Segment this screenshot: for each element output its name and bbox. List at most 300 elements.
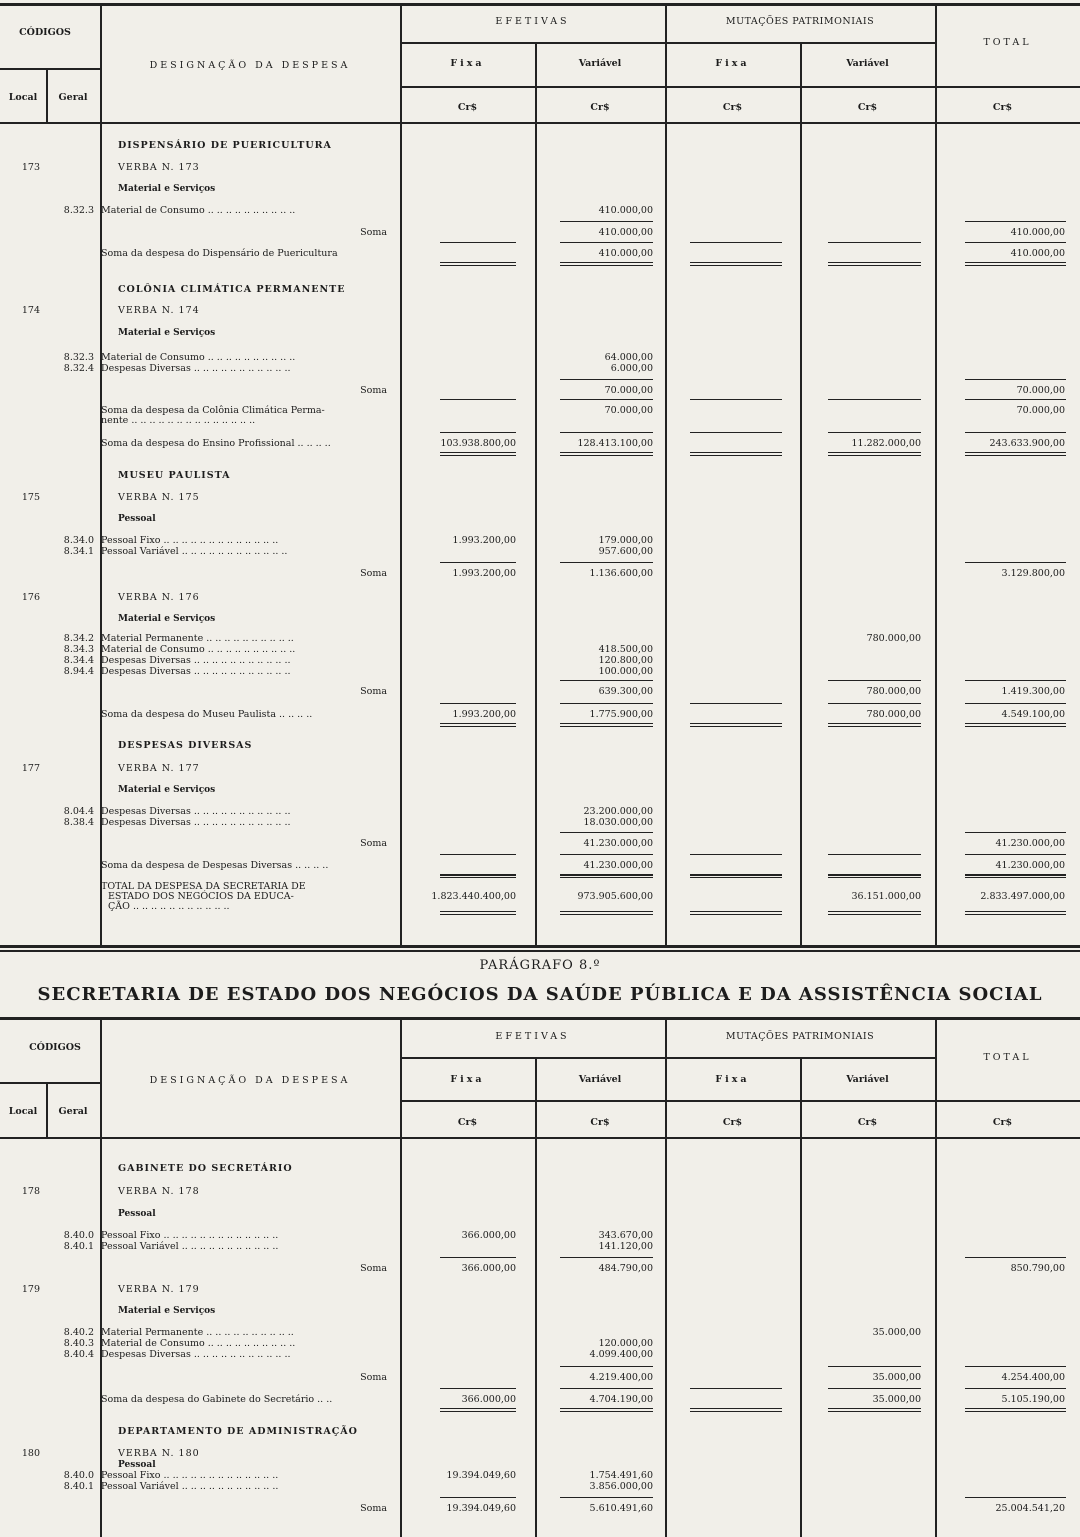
verba-label: VERBA N. 173 bbox=[118, 162, 200, 173]
sum-rule bbox=[965, 680, 1066, 681]
table-row bbox=[0, 817, 1080, 829]
header-cr-5: Cr$ bbox=[992, 102, 1013, 113]
table-row bbox=[0, 305, 1080, 317]
description: Material de Consumo .. .. .. .. .. .. .. .. .. .. bbox=[101, 205, 296, 216]
description: Despesas Diversas .. .. .. .. .. .. .. .. .. .. .. bbox=[101, 655, 291, 666]
sum-rule bbox=[965, 1408, 1066, 1409]
local-code: 176 bbox=[21, 592, 40, 603]
sum-rule bbox=[965, 703, 1066, 704]
sum-rule bbox=[560, 452, 653, 453]
amount-ev: 4.704.190,00 bbox=[589, 1394, 653, 1405]
table-row bbox=[0, 205, 1080, 217]
amount-ev: 4.219.400,00 bbox=[589, 1372, 653, 1383]
amount-ef: 19.394.049,60 bbox=[446, 1503, 516, 1514]
amount-tot: 3.129.800,00 bbox=[1001, 568, 1065, 579]
header2-ef-fixa: Fixa bbox=[450, 1074, 485, 1085]
soma-label: Soma bbox=[360, 385, 387, 396]
geral-code: 8.34.2 bbox=[63, 633, 94, 644]
amount-ev: 41.230.000,00 bbox=[583, 860, 653, 871]
sum-rule bbox=[965, 432, 1066, 433]
sum-rule bbox=[560, 832, 653, 833]
sum-rule bbox=[560, 1388, 653, 1389]
sum-rule bbox=[828, 1388, 921, 1389]
description: Soma da despesa do Ensino Profissional .. .. .. .. bbox=[101, 438, 331, 449]
sum-rule bbox=[828, 399, 921, 400]
local-code: 180 bbox=[21, 1448, 40, 1459]
amount-ev: 141.120,00 bbox=[598, 1241, 653, 1252]
sum-rule bbox=[690, 399, 782, 400]
local-code: 178 bbox=[21, 1186, 40, 1197]
amount-mv: 36.151.000,00 bbox=[851, 891, 921, 902]
sum-rule bbox=[560, 562, 653, 563]
description: Material de Consumo .. .. .. .. .. .. .. .. .. .. bbox=[101, 644, 296, 655]
sum-rule bbox=[690, 726, 782, 727]
amount-ev: 5.610.491,60 bbox=[589, 1503, 653, 1514]
sum-rule bbox=[965, 726, 1066, 727]
paragraph-title: SECRETARIA DE ESTADO DOS NEGÓCIOS DA SAÚDE PÚBLICA E DA ASSISTÊNCIA SOCIAL bbox=[37, 984, 1043, 1005]
table-row bbox=[0, 1263, 1080, 1275]
table-row bbox=[0, 140, 1080, 152]
header-cr-2: Cr$ bbox=[590, 102, 610, 113]
sum-rule bbox=[828, 262, 921, 263]
header2-cr-5: Cr$ bbox=[992, 1117, 1013, 1128]
header-total: TOTAL bbox=[983, 37, 1032, 48]
description: Pessoal Variável .. .. .. .. .. .. .. .. .. .. .. bbox=[101, 1241, 279, 1252]
amount-ef: 1.993.200,00 bbox=[452, 535, 516, 546]
sum-rule bbox=[828, 1366, 921, 1367]
sum-rule bbox=[965, 832, 1066, 833]
sum-rule bbox=[560, 242, 653, 243]
verba-label: VERBA N. 179 bbox=[118, 1284, 200, 1295]
sum-rule bbox=[690, 262, 782, 263]
header-local: Local bbox=[8, 92, 38, 103]
amount-ev: 4.099.400,00 bbox=[589, 1349, 653, 1360]
amount-mv: 35.000,00 bbox=[872, 1394, 921, 1405]
verba-label: VERBA N. 178 bbox=[118, 1186, 200, 1197]
amount-ev: 64.000,00 bbox=[604, 352, 653, 363]
amount-mv: 35.000,00 bbox=[872, 1372, 921, 1383]
header-cr-1: Cr$ bbox=[457, 102, 478, 113]
geral-code: 8.40.2 bbox=[63, 1327, 94, 1338]
geral-code: 8.32.3 bbox=[63, 205, 94, 216]
header-cr-4: Cr$ bbox=[857, 102, 878, 113]
amount-tot: 4.254.400,00 bbox=[1001, 1372, 1065, 1383]
header2-cr-4: Cr$ bbox=[857, 1117, 878, 1128]
sum-rule bbox=[440, 914, 516, 915]
table-row bbox=[0, 546, 1080, 558]
sum-rule bbox=[965, 854, 1066, 855]
table-row bbox=[0, 438, 1080, 450]
sum-rule bbox=[440, 1411, 516, 1412]
sum-rule bbox=[440, 726, 516, 727]
local-code: 173 bbox=[21, 162, 40, 173]
table-row bbox=[0, 405, 1080, 426]
sum-rule bbox=[690, 723, 782, 724]
table-row bbox=[0, 227, 1080, 239]
amount-tot: 25.004.541,20 bbox=[995, 1503, 1065, 1514]
sum-rule bbox=[828, 452, 921, 453]
amount-mv: 780.000,00 bbox=[866, 686, 921, 697]
table-row bbox=[0, 1426, 1080, 1438]
header-designacao: DESIGNAÇÃO DA DESPESA bbox=[149, 60, 351, 71]
sum-rule bbox=[965, 452, 1066, 453]
sum-rule bbox=[560, 726, 653, 727]
description: Soma da despesa da Colônia Climática Perma- bbox=[101, 405, 325, 416]
sum-rule bbox=[965, 262, 1066, 263]
header-mu-variavel: Variável bbox=[846, 58, 889, 69]
description: Despesas Diversas .. .. .. .. .. .. .. .. .. .. .. bbox=[101, 817, 291, 828]
sum-rule bbox=[965, 221, 1066, 222]
sum-rule bbox=[690, 1408, 782, 1409]
sum-rule bbox=[560, 703, 653, 704]
local-code: 179 bbox=[21, 1284, 40, 1295]
amount-ef: 1.823.440.400,00 bbox=[431, 891, 516, 902]
sum-rule bbox=[560, 680, 653, 681]
amount-ev: 18.030.000,00 bbox=[583, 817, 653, 828]
sum-rule bbox=[560, 1366, 653, 1367]
amount-ev: 639.300,00 bbox=[598, 686, 653, 697]
soma-label: Soma bbox=[360, 686, 387, 697]
header-cr-3: Cr$ bbox=[722, 102, 743, 113]
header2-total: TOTAL bbox=[983, 1052, 1032, 1063]
description-cont: nente .. .. .. .. .. .. .. .. .. .. .. .. .. .. bbox=[101, 415, 256, 426]
sum-rule bbox=[560, 1411, 653, 1412]
amount-ev: 6.000,00 bbox=[610, 363, 653, 374]
amount-ev: 100.000,00 bbox=[598, 666, 653, 677]
sum-rule bbox=[440, 723, 516, 724]
table2-top-rule bbox=[0, 1017, 1080, 1020]
sum-rule bbox=[965, 1497, 1066, 1498]
table-row bbox=[0, 740, 1080, 752]
sum-rule bbox=[828, 432, 921, 433]
table-row bbox=[0, 1394, 1080, 1406]
table-row bbox=[0, 784, 1080, 796]
sum-rule bbox=[560, 432, 653, 433]
table-row bbox=[0, 1372, 1080, 1384]
soma-label: Soma bbox=[360, 1263, 387, 1274]
sum-rule bbox=[690, 854, 782, 855]
geral-code: 8.32.3 bbox=[63, 352, 94, 363]
amount-mv: 780.000,00 bbox=[866, 709, 921, 720]
header2-codigos: CÓDIGOS bbox=[29, 1042, 81, 1053]
sum-rule bbox=[690, 1411, 782, 1412]
sum-rule bbox=[965, 877, 1066, 878]
table-row bbox=[0, 1284, 1080, 1296]
header-mutacoes: MUTAÇÕES PATRIMONIAIS bbox=[725, 16, 875, 27]
sum-rule bbox=[560, 262, 653, 263]
amount-ev: 410.000,00 bbox=[598, 205, 653, 216]
sum-rule bbox=[828, 680, 921, 681]
sum-rule bbox=[560, 379, 653, 380]
section-title: COLÔNIA CLIMÁTICA PERMANENTE bbox=[118, 284, 346, 295]
description: Pessoal Variável .. .. .. .. .. .. .. .. .. .. .. .. bbox=[101, 546, 288, 557]
header-mu-fixa: Fixa bbox=[715, 58, 750, 69]
sum-rule bbox=[560, 1257, 653, 1258]
table-row bbox=[0, 385, 1080, 397]
header-codigos: CÓDIGOS bbox=[19, 27, 71, 38]
amount-ef: 366.000,00 bbox=[461, 1394, 516, 1405]
sum-rule bbox=[690, 452, 782, 453]
sum-rule bbox=[965, 562, 1066, 563]
table-row bbox=[0, 860, 1080, 872]
subsection-label: Material e Serviços bbox=[118, 785, 216, 795]
header2-local: Local bbox=[8, 1106, 38, 1117]
amount-ev: 957.600,00 bbox=[598, 546, 653, 557]
amount-ev: 410.000,00 bbox=[598, 248, 653, 259]
geral-code: 8.38.4 bbox=[63, 817, 94, 828]
table-row bbox=[0, 1305, 1080, 1317]
amount-ef: 19.394.049,60 bbox=[446, 1470, 516, 1481]
section-title: GABINETE DO SECRETÁRIO bbox=[118, 1163, 293, 1174]
sum-rule bbox=[440, 242, 516, 243]
amount-tot: 410.000,00 bbox=[1010, 227, 1065, 238]
table-row bbox=[0, 1349, 1080, 1361]
description: TOTAL DA DESPESA DA SECRETARIA DE bbox=[101, 881, 306, 892]
amount-ev: 70.000,00 bbox=[604, 385, 653, 396]
geral-code: 8.04.4 bbox=[63, 806, 94, 817]
description: Despesas Diversas .. .. .. .. .. .. .. .. .. .. .. bbox=[101, 666, 291, 677]
verba-label: VERBA N. 180 bbox=[118, 1448, 200, 1459]
sum-rule bbox=[440, 854, 516, 855]
amount-tot: 5.105.190,00 bbox=[1001, 1394, 1065, 1405]
sum-rule bbox=[690, 877, 782, 878]
table-row bbox=[0, 686, 1080, 698]
sum-rule bbox=[965, 265, 1066, 266]
sum-rule bbox=[965, 875, 1066, 876]
table-row bbox=[0, 592, 1080, 604]
sum-rule bbox=[965, 455, 1066, 456]
subsection-label: Pessoal bbox=[118, 514, 156, 524]
description: Material de Consumo .. .. .. .. .. .. .. .. .. .. bbox=[101, 1338, 296, 1349]
header2-cr-2: Cr$ bbox=[590, 1117, 610, 1128]
geral-code: 8.94.4 bbox=[63, 666, 94, 677]
amount-ef: 366.000,00 bbox=[461, 1230, 516, 1241]
sum-rule bbox=[440, 875, 516, 876]
description: Despesas Diversas .. .. .. .. .. .. .. .. .. .. .. bbox=[101, 363, 291, 374]
amount-tot: 410.000,00 bbox=[1010, 248, 1065, 259]
sum-rule bbox=[965, 399, 1066, 400]
sum-rule bbox=[560, 914, 653, 915]
table-row bbox=[0, 881, 1080, 912]
table-row bbox=[0, 248, 1080, 260]
sum-rule bbox=[560, 455, 653, 456]
geral-code: 8.40.4 bbox=[63, 1349, 94, 1360]
sum-rule bbox=[828, 911, 921, 912]
sum-rule bbox=[440, 399, 516, 400]
verba-label: VERBA N. 175 bbox=[118, 492, 200, 503]
subsection-label: Pessoal bbox=[118, 1209, 156, 1219]
header-geral: Geral bbox=[58, 92, 88, 103]
sum-rule bbox=[828, 723, 921, 724]
header2-geral: Geral bbox=[58, 1106, 88, 1117]
local-code: 177 bbox=[21, 763, 40, 774]
description: Pessoal Fixo .. .. .. .. .. .. .. .. .. .. .. .. .. bbox=[101, 1230, 279, 1241]
amount-ev: 1.136.600,00 bbox=[589, 568, 653, 579]
header2-cr-3: Cr$ bbox=[722, 1117, 743, 1128]
amount-ev: 343.670,00 bbox=[598, 1230, 653, 1241]
geral-code: 8.34.4 bbox=[63, 655, 94, 666]
table-row bbox=[0, 1208, 1080, 1220]
sum-rule bbox=[828, 854, 921, 855]
table-row bbox=[0, 1163, 1080, 1175]
description: Pessoal Variável .. .. .. .. .. .. .. .. .. .. .. bbox=[101, 1481, 279, 1492]
amount-ev: 120.000,00 bbox=[598, 1338, 653, 1349]
soma-label: Soma bbox=[360, 1372, 387, 1383]
amount-mv: 35.000,00 bbox=[872, 1327, 921, 1338]
table-row bbox=[0, 666, 1080, 678]
sum-rule bbox=[690, 703, 782, 704]
sum-rule bbox=[440, 703, 516, 704]
top-rule bbox=[0, 3, 1080, 6]
sum-rule bbox=[440, 452, 516, 453]
sum-rule bbox=[560, 265, 653, 266]
table-row bbox=[0, 1503, 1080, 1515]
verba-label: VERBA N. 177 bbox=[118, 763, 200, 774]
section-title: DEPARTAMENTO DE ADMINISTRAÇÃO bbox=[118, 1426, 358, 1437]
sum-rule bbox=[690, 1388, 782, 1389]
paragraph-label: PARÁGRAFO 8.º bbox=[479, 958, 601, 973]
sum-rule bbox=[440, 262, 516, 263]
sum-rule bbox=[440, 432, 516, 433]
description: Despesas Diversas .. .. .. .. .. .. .. .. .. .. .. bbox=[101, 806, 291, 817]
sum-rule bbox=[965, 1366, 1066, 1367]
sum-rule bbox=[560, 875, 653, 876]
sum-rule bbox=[560, 911, 653, 912]
header2-mu-fixa: Fixa bbox=[715, 1074, 750, 1085]
table-row bbox=[0, 1481, 1080, 1493]
amount-mv: 11.282.000,00 bbox=[851, 438, 921, 449]
description: Soma da despesa do Gabinete do Secretário .. .. bbox=[101, 1394, 333, 1405]
table-row bbox=[0, 613, 1080, 625]
description-cont: ÇÃO .. .. .. .. .. .. .. .. .. .. .. bbox=[108, 901, 230, 912]
amount-ev: 418.500,00 bbox=[598, 644, 653, 655]
description: Material de Consumo .. .. .. .. .. .. .. .. .. .. bbox=[101, 352, 296, 363]
header-ef-fixa: Fixa bbox=[450, 58, 485, 69]
table-row bbox=[0, 492, 1080, 504]
geral-code: 8.32.4 bbox=[63, 363, 94, 374]
sum-rule bbox=[965, 1257, 1066, 1258]
sum-rule bbox=[828, 703, 921, 704]
sum-rule bbox=[965, 1388, 1066, 1389]
local-code: 174 bbox=[21, 305, 40, 316]
description: Soma da despesa do Museu Paulista .. .. .. .. bbox=[101, 709, 313, 720]
amount-ev: 128.413.100,00 bbox=[577, 438, 653, 449]
description: Material Permanente .. .. .. .. .. .. .. .. .. .. bbox=[101, 1327, 294, 1338]
geral-code: 8.40.0 bbox=[63, 1230, 94, 1241]
sum-rule bbox=[440, 1257, 516, 1258]
soma-label: Soma bbox=[360, 568, 387, 579]
subsection-label: Material e Serviços bbox=[118, 184, 216, 194]
header2-cr-1: Cr$ bbox=[457, 1117, 478, 1128]
description: Pessoal Fixo .. .. .. .. .. .. .. .. .. .. .. .. .. bbox=[101, 1470, 279, 1481]
amount-ef: 1.993.200,00 bbox=[452, 709, 516, 720]
table-row bbox=[0, 709, 1080, 721]
table-row bbox=[0, 327, 1080, 339]
sum-rule bbox=[690, 875, 782, 876]
sum-rule bbox=[828, 1408, 921, 1409]
amount-tot: 41.230.000,00 bbox=[995, 838, 1065, 849]
sum-rule bbox=[560, 221, 653, 222]
amount-tot: 41.230.000,00 bbox=[995, 860, 1065, 871]
sum-rule bbox=[828, 1411, 921, 1412]
sum-rule bbox=[690, 432, 782, 433]
description: Pessoal Fixo .. .. .. .. .. .. .. .. .. .. .. .. .. bbox=[101, 535, 279, 546]
sum-rule bbox=[440, 1497, 516, 1498]
sum-rule bbox=[440, 1388, 516, 1389]
sum-rule bbox=[828, 875, 921, 876]
amount-tot: 243.633.900,00 bbox=[989, 438, 1065, 449]
sum-rule bbox=[965, 1411, 1066, 1412]
sum-rule bbox=[965, 379, 1066, 380]
sum-rule bbox=[690, 911, 782, 912]
amount-ef: 366.000,00 bbox=[461, 1263, 516, 1274]
amount-ev: 973.905.600,00 bbox=[577, 891, 653, 902]
sum-rule bbox=[965, 911, 1066, 912]
amount-ev: 410.000,00 bbox=[598, 227, 653, 238]
amount-tot: 1.419.300,00 bbox=[1001, 686, 1065, 697]
amount-ev: 1.775.900,00 bbox=[589, 709, 653, 720]
section-title: DESPESAS DIVERSAS bbox=[118, 740, 253, 751]
amount-ev: 3.856.000,00 bbox=[589, 1481, 653, 1492]
header2-designacao: DESIGNAÇÃO DA DESPESA bbox=[149, 1075, 351, 1086]
sum-rule bbox=[965, 723, 1066, 724]
geral-code: 8.40.3 bbox=[63, 1338, 94, 1349]
amount-ev: 1.754.491,60 bbox=[589, 1470, 653, 1481]
amount-tot: 4.549.100,00 bbox=[1001, 709, 1065, 720]
amount-tot: 70.000,00 bbox=[1016, 405, 1065, 416]
sum-rule bbox=[690, 455, 782, 456]
table-row bbox=[0, 162, 1080, 174]
amount-ev: 70.000,00 bbox=[604, 405, 653, 416]
geral-code: 8.40.0 bbox=[63, 1470, 94, 1481]
sum-rule bbox=[440, 265, 516, 266]
sum-rule bbox=[560, 1497, 653, 1498]
sum-rule bbox=[440, 1408, 516, 1409]
section-title: DISPENSÁRIO DE PUERICULTURA bbox=[118, 140, 332, 151]
local-code: 175 bbox=[21, 492, 40, 503]
header2-efetivas: EFETIVAS bbox=[495, 1031, 570, 1042]
table-row bbox=[0, 470, 1080, 482]
table-row bbox=[0, 1241, 1080, 1253]
sum-rule bbox=[560, 1408, 653, 1409]
sum-rule bbox=[560, 723, 653, 724]
sum-rule bbox=[828, 877, 921, 878]
section-title: MUSEU PAULISTA bbox=[118, 470, 231, 481]
description-cont: ESTADO DOS NEGÓCIOS DA EDUCA- bbox=[108, 891, 294, 902]
sum-rule bbox=[560, 854, 653, 855]
geral-code: 8.34.0 bbox=[63, 535, 94, 546]
header-ef-variavel: Variável bbox=[578, 58, 622, 69]
amount-tot: 70.000,00 bbox=[1016, 385, 1065, 396]
description: Soma da despesa de Despesas Diversas .. .. .. .. bbox=[101, 860, 329, 871]
amount-ef: 103.938.800,00 bbox=[440, 438, 516, 449]
sum-rule bbox=[690, 265, 782, 266]
sum-rule bbox=[440, 877, 516, 878]
subsection-label: Pessoal bbox=[118, 1460, 156, 1470]
header2-mu-variavel: Variável bbox=[846, 1074, 889, 1085]
sum-rule bbox=[690, 242, 782, 243]
sum-rule bbox=[828, 726, 921, 727]
sum-rule bbox=[828, 265, 921, 266]
table-row bbox=[0, 183, 1080, 195]
geral-code: 8.34.1 bbox=[63, 546, 94, 557]
subsection-label: Material e Serviços bbox=[118, 328, 216, 338]
header2-ef-variavel: Variável bbox=[578, 1074, 622, 1085]
sum-rule bbox=[560, 877, 653, 878]
amount-mv: 780.000,00 bbox=[866, 633, 921, 644]
geral-code: 8.40.1 bbox=[63, 1481, 94, 1492]
amount-ef: 1.993.200,00 bbox=[452, 568, 516, 579]
